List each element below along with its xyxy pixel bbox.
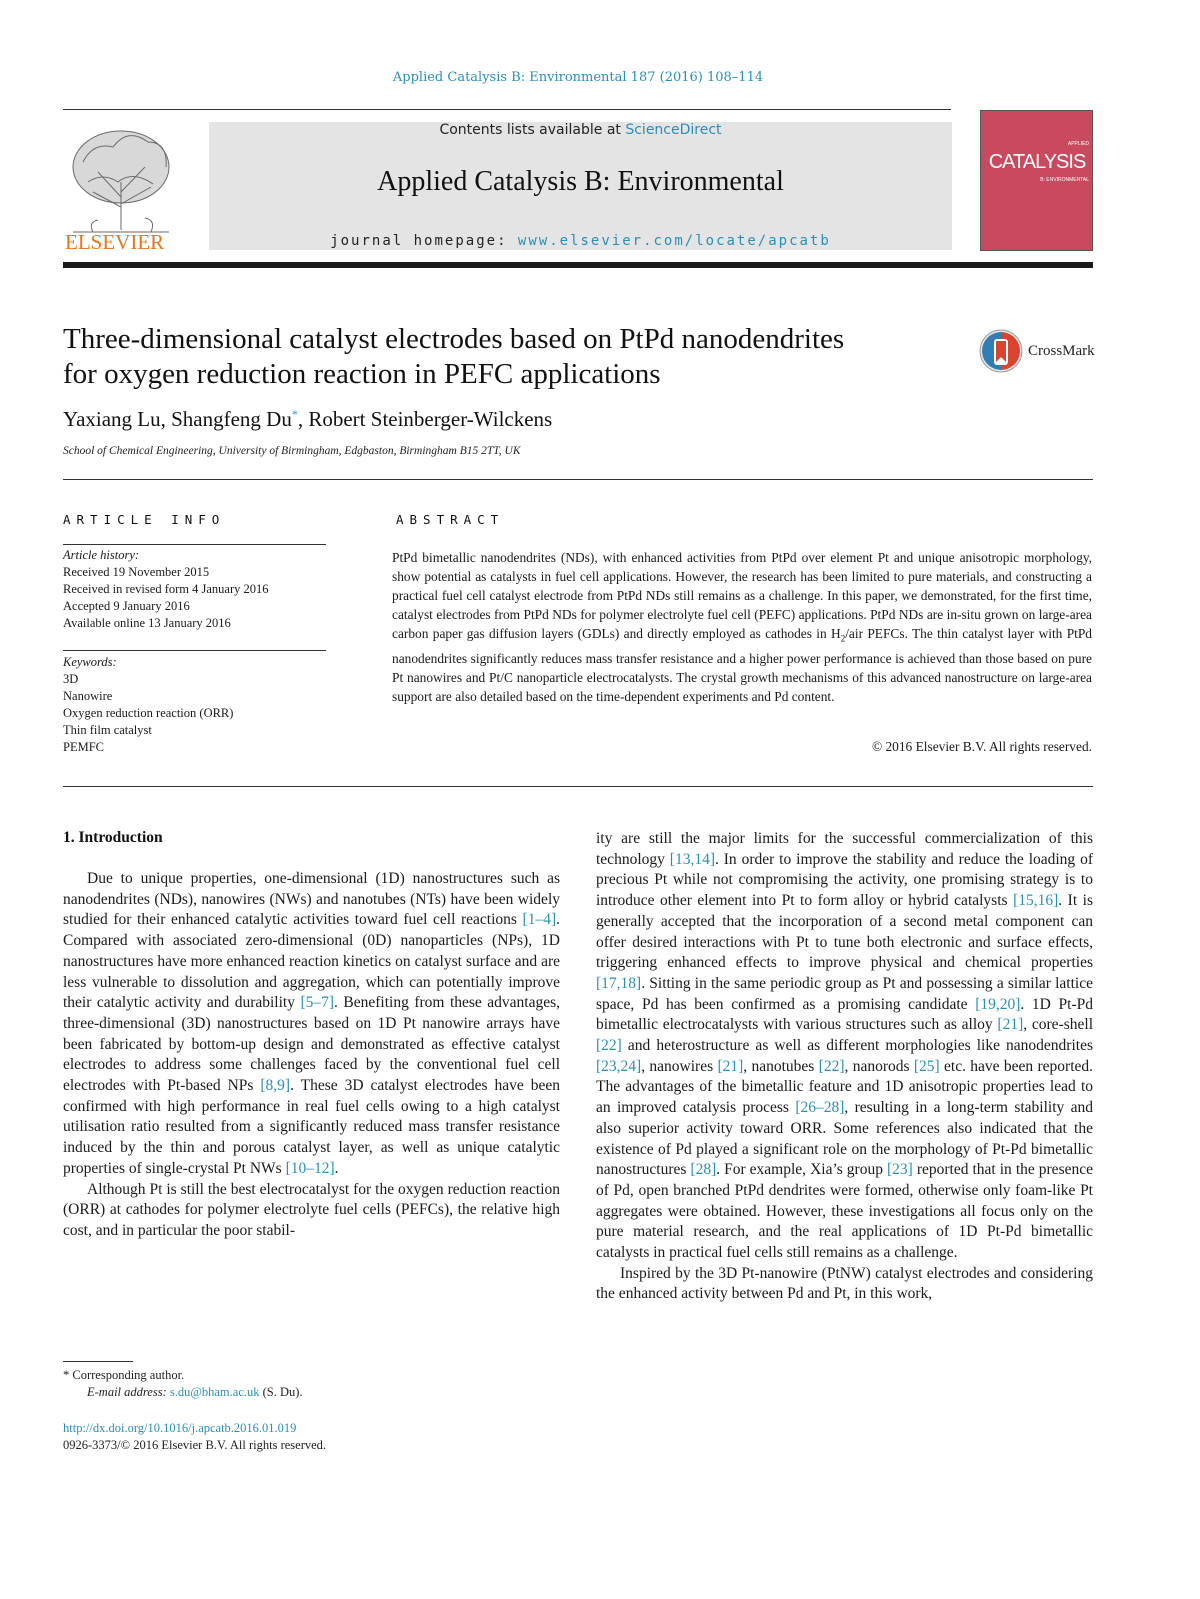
text-run: . Sitting in the same periodic group as Pt and possessing a similar lattice space, Pd has been confirmed as a promising candidate	[596, 974, 1093, 1013]
body-column-right	[596, 829, 1093, 1305]
text-run: Due to unique properties, one-dimensional (1D) nanostructures such as nanodendrites (NDs), nanowires (NWs) and nanotubes (NTs) have been widely studied for their enhanced catalytic activities toward fuel cell reactions	[63, 870, 560, 929]
journal-title: Applied Catalysis B: Environmental	[377, 166, 784, 197]
article-history	[63, 547, 343, 632]
citation-link[interactable]: [28]	[690, 1161, 717, 1179]
divider	[63, 786, 1093, 787]
homepage-prefix: journal homepage:	[330, 233, 518, 249]
received-date: Received 19 November 2015	[63, 565, 210, 579]
citation-link[interactable]: [23]	[886, 1161, 913, 1179]
header-rule	[63, 262, 1093, 268]
citation-link[interactable]: [25]	[913, 1057, 940, 1075]
email-suffix: (S. Du).	[259, 1385, 303, 1399]
homepage-link[interactable]: www.elsevier.com/locate/apcatb	[517, 233, 831, 249]
divider	[63, 544, 326, 545]
issn-line: 0926-3373/© 2016 Elsevier B.V. All rights reserved.	[63, 1438, 327, 1452]
corresponding-author-note	[63, 1367, 563, 1384]
text-run: . In order to improve the stability and reduce the loading of precious Pt while not compromising the activity, one promising strategy is to introduce other element into Pt to form alloy or hybrid catalysts	[596, 850, 1093, 910]
article-title	[63, 322, 963, 392]
paragraph	[596, 829, 1093, 1264]
svg-text:ELSEVIER: ELSEVIER	[65, 230, 165, 254]
text-run: ity are still the major limits for the successful commercialization of this technology	[596, 830, 1093, 868]
keyword: 3D	[63, 672, 79, 686]
citation-link[interactable]: [23,24]	[596, 1057, 642, 1075]
text-run: . Compared with associated zero-dimensional (0D) nanoparticles (NPs), 1D nanostructures have more enhanced reaction kinetics on catalyst surface and are less vulnerable to dissolution and aggregation, which can potentially improve their catalytic activity and durability	[63, 911, 560, 1012]
keyword: Oxygen reduction reaction (ORR)	[63, 706, 234, 720]
email-link[interactable]: s.du@bham.ac.uk	[169, 1385, 260, 1399]
footnote	[63, 1367, 563, 1401]
author-names-2: , Robert Steinberger-Wilckens	[297, 407, 553, 431]
paragraph	[63, 1180, 560, 1242]
text-run: .	[334, 1159, 339, 1177]
citation-link[interactable]: [13,14]	[669, 850, 715, 868]
title-line-2: for oxygen reduction reaction in PEFC applications	[63, 358, 661, 390]
sciencedirect-link[interactable]: ScienceDirect	[625, 122, 722, 138]
keyword: Thin film catalyst	[63, 723, 152, 737]
citation-link[interactable]: [22]	[818, 1057, 845, 1075]
divider	[63, 650, 326, 651]
abstract-part-2: /air PEFCs. The thin catalyst layer with PtPd nanodendrites significantly reduces mass transfer resistance and a higher power performance is achieved than those based on pure Pt nanowires and Pt/C nanoparticle electrocatalysts. The crystal growth mechanisms of this advanced nanostructure on large-area support are also detailed based on the time-dependent experiments and Pd content.	[392, 626, 1092, 704]
text-run: . It is generally accepted that the incorporation of a second metal component can offer desired interactions with Pt to tune both electronic and surface effects, triggering enhanced effects to improve physical and chemical properties	[596, 892, 1093, 972]
article-info-heading: ARTICLE INFO	[63, 512, 226, 527]
online-date: Available online 13 January 2016	[63, 616, 231, 630]
crossmark-label[interactable]: CrossMark	[1028, 343, 1095, 359]
keyword: PEMFC	[63, 740, 104, 754]
keyword: Nanowire	[63, 689, 113, 703]
citation-link[interactable]: [22]	[596, 1037, 622, 1055]
paragraph	[63, 869, 560, 1180]
contents-prefix: Contents lists available at	[439, 122, 626, 138]
text-run: . Benefiting from these advantages, three-dimensional (3D) nanostructures based on 1D Pt nanowire arrays have been fabricated by bottom-up design and demonstrated as effective catalyst electrodes to address some challenges faced by the conventional fuel cell electrodes with Pt-based NPs	[63, 994, 561, 1095]
paragraph	[596, 1264, 1093, 1305]
cover-small-bottom: B: ENVIRONMENTAL	[1040, 177, 1089, 183]
doi-block	[63, 1420, 563, 1454]
citation-link[interactable]: [17,18]	[596, 974, 642, 992]
footnote-rule	[63, 1361, 133, 1362]
revised-date: Received in revised form 4 January 2016	[63, 582, 269, 596]
divider	[63, 479, 1093, 480]
author-names-1: Yaxiang Lu, Shangfeng Du	[63, 407, 292, 431]
corresponding-author-mark[interactable]: *	[291, 407, 298, 421]
authors	[63, 407, 552, 432]
body-column-left	[63, 869, 560, 1242]
email-label: E-mail address:	[87, 1385, 170, 1399]
history-label: Article history:	[63, 548, 140, 562]
abstract-heading: ABSTRACT	[396, 512, 505, 527]
cover-small-top: APPLIED	[1067, 141, 1089, 147]
text-run: Although Pt is still the best electrocatalyst for the oxygen reduction reaction (ORR) at cathodes for polymer electrolyte fuel cells (PEFCs), the relative high cost, and in particular the poor stabil-	[63, 1180, 560, 1239]
contents-line	[209, 122, 952, 138]
cover-title: CATALYSIS	[988, 151, 1086, 173]
citation-link[interactable]: [19,20]	[975, 995, 1021, 1013]
journal-banner	[209, 122, 952, 250]
elsevier-logo	[63, 122, 181, 254]
abstract-part-1: PtPd bimetallic nanodendrites (NDs), with enhanced activities from PtPd over element Pt and unique anisotropic morphology, show potential as catalysts in fuel cell applications. However, the research has been limited to pure materials, and constructing a practical fuel cell catalyst electrode from PtPd NDs still remains as a challenge. In this paper, we demonstrated, for the first time, catalyst electrodes from PtPd NDs for polymer electrolyte fuel cell (PEFC) applications. PtPd NDs are in-situ grown on large-area carbon paper gas diffusion layers (GDLs) and directly employed as cathodes in H	[392, 550, 1092, 641]
affiliation: School of Chemical Engineering, University of Birmingham, Edgbaston, Birmingham B15 2TT, UK	[63, 445, 521, 457]
elsevier-tree-icon	[63, 122, 181, 254]
keywords-label: Keywords:	[63, 655, 117, 669]
text-run: . For example, Xia’s group	[716, 1161, 887, 1179]
text-run: , nanorods	[844, 1057, 914, 1075]
text-run: reported that in the presence of Pd, open branched PtPd dendrites were formed, otherwise only foam-like Pt aggregates were obtained. However, these investigations all focus only on the pure material research, and the real applications of 1D Pt-Pd bimetallic catalysts in practical fuel cells still remains as a challenge.	[596, 1161, 1093, 1262]
title-line-1: Three-dimensional catalyst electrodes based on PtPd nanodendrites	[63, 323, 845, 355]
abstract-subscript: 2	[840, 633, 846, 644]
footnote-mark: *	[63, 1368, 70, 1382]
text-run: , core-shell	[1023, 1016, 1093, 1034]
text-run: Inspired by the 3D Pt-nanowire (PtNW) catalyst electrodes and considering the enhanced activity between Pd and Pt, in this work,	[596, 1264, 1093, 1303]
footnote-text: Corresponding author.	[69, 1368, 185, 1382]
journal-reference[interactable]: Applied Catalysis B: Environmental 187 (2016) 108–114	[392, 70, 764, 85]
citation-link[interactable]: [21]	[717, 1057, 744, 1075]
text-run: , resulting in a long-term stability and also superior activity toward ORR. Some references also indicated that the existence of Pd played a significant role on the morphology of Pt-Pd bimetallic nanostructures	[596, 1099, 1094, 1179]
text-run: , nanotubes	[743, 1057, 819, 1075]
text-run: . 1D Pt-Pd bimetallic electrocatalysts with various structures such as alloy	[596, 995, 1093, 1034]
doi-link[interactable]: http://dx.doi.org/10.1016/j.apcatb.2016.01.019	[63, 1421, 297, 1435]
citation-link[interactable]: [8,9]	[260, 1077, 291, 1095]
abstract-text	[392, 548, 1092, 706]
homepage-line	[209, 233, 952, 249]
citation-link[interactable]: [1–4]	[522, 911, 557, 929]
citation-link[interactable]: [10–12]	[285, 1159, 335, 1177]
section-title: 1. Introduction	[63, 829, 163, 846]
top-rule	[63, 109, 951, 110]
keywords-block	[63, 654, 343, 756]
abstract-copyright: © 2016 Elsevier B.V. All rights reserved.	[871, 739, 1092, 754]
text-run: etc. have been reported. The advantages of the bimetallic feature and 1D anisotropic properties lead to an improved catalysis process	[596, 1057, 1094, 1117]
email-line	[63, 1384, 563, 1401]
citation-link[interactable]: [5–7]	[300, 994, 335, 1012]
text-run: . These 3D catalyst electrodes have been confirmed with high performance in real fuel cells owing to a high catalyst utilisation ratio resulted from a significantly reduced mass transfer resistance induced by the thin and porous catalyst layer, as well as unique catalytic properties of single-crystal Pt NWs	[63, 1077, 560, 1177]
citation-link[interactable]: [26–28]	[795, 1099, 845, 1117]
accepted-date: Accepted 9 January 2016	[63, 599, 190, 613]
citation-link[interactable]: [15,16]	[1013, 892, 1059, 910]
journal-cover-image[interactable]	[980, 110, 1093, 251]
crossmark-icon	[978, 328, 1024, 374]
text-run: , nanowires	[641, 1057, 718, 1075]
citation-link[interactable]: [21]	[997, 1016, 1024, 1034]
text-run: and heterostructure as well as different morphologies like nanodendrites	[621, 1037, 1093, 1055]
